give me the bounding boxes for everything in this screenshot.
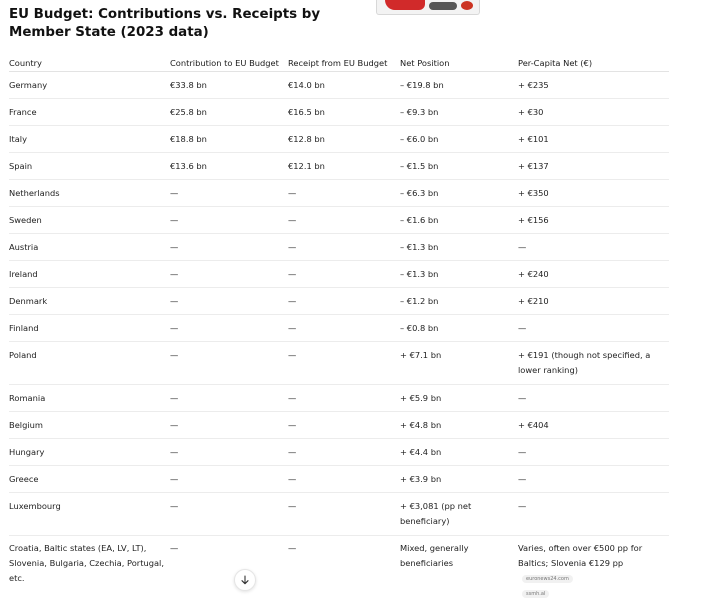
cell-contribution: €18.8 bn [170,126,288,153]
cell-net: – €6.3 bn [400,180,518,207]
cell-per-capita: + €240 [518,261,669,288]
cell-per-capita [518,536,669,601]
cell-per-capita: — [518,234,669,261]
cell-contribution: — [170,234,288,261]
cell-country: France [9,99,170,126]
cell-net: + €5.9 bn [400,385,518,412]
per-capita-text: Varies, often over €500 pp for Baltics; Slovenia €129 pp [518,543,642,568]
table-row [9,342,669,385]
header-contribution: Contribution to EU Budget [170,43,288,72]
source-chip[interactable]: ssmh.al [522,590,549,598]
cell-per-capita: + €156 [518,207,669,234]
cell-contribution: — [170,466,288,493]
header-net-position: Net Position [400,43,518,72]
cell-net: – €9.3 bn [400,99,518,126]
table-row [9,439,669,466]
cell-contribution: — [170,439,288,466]
cell-receipt: — [288,342,400,385]
cell-receipt: €16.5 bn [288,99,400,126]
table-row [9,536,669,601]
arrow-down-icon [240,575,250,585]
cell-per-capita: + €191 (though not specified, a lower ranking) [518,342,669,385]
cell-receipt: — [288,493,400,536]
cell-receipt: — [288,261,400,288]
cell-receipt: — [288,288,400,315]
cell-contribution: — [170,180,288,207]
cell-per-capita: — [518,439,669,466]
budget-table [9,43,669,601]
cell-contribution: — [170,207,288,234]
cell-net: + €7.1 bn [400,342,518,385]
thumbnail-shape [429,2,457,10]
cell-net: + €3,081 (pp net beneficiary) [400,493,518,536]
cell-receipt: — [288,466,400,493]
cell-net: Mixed, generally beneficiaries [400,536,518,601]
cell-net: – €6.0 bn [400,126,518,153]
cell-net: + €4.8 bn [400,412,518,439]
thumbnail-shape [461,1,473,10]
table-row [9,466,669,493]
table-row [9,207,669,234]
cell-net: + €3.9 bn [400,466,518,493]
cell-contribution: €13.6 bn [170,153,288,180]
cell-receipt: €12.1 bn [288,153,400,180]
cell-receipt: — [288,536,400,601]
cell-country: Belgium [9,412,170,439]
table-header-row [9,43,669,72]
cell-net: – €1.3 bn [400,261,518,288]
header-country: Country [9,43,170,72]
cell-net: – €1.6 bn [400,207,518,234]
cell-contribution: — [170,536,288,601]
table-row [9,99,669,126]
table-row [9,385,669,412]
table-row [9,315,669,342]
cell-contribution: — [170,385,288,412]
cell-per-capita: + €235 [518,72,669,99]
table-row [9,72,669,99]
cell-receipt: €12.8 bn [288,126,400,153]
map-thumbnail[interactable] [376,0,480,15]
cell-contribution: €33.8 bn [170,72,288,99]
cell-per-capita: + €30 [518,99,669,126]
table-row [9,180,669,207]
cell-per-capita: + €404 [518,412,669,439]
cell-per-capita: + €350 [518,180,669,207]
cell-receipt: — [288,412,400,439]
cell-net: + €4.4 bn [400,439,518,466]
cell-country: Italy [9,126,170,153]
cell-per-capita: + €101 [518,126,669,153]
cell-contribution: €25.8 bn [170,99,288,126]
table-row [9,153,669,180]
thumbnail-shape [385,0,425,10]
cell-net: – €1.5 bn [400,153,518,180]
cell-country: Finland [9,315,170,342]
cell-contribution: — [170,315,288,342]
cell-net: – €1.2 bn [400,288,518,315]
header-per-capita: Per-Capita Net (€) [518,43,669,72]
cell-country: Sweden [9,207,170,234]
cell-receipt: — [288,234,400,261]
page-title: EU Budget: Contributions vs. Receipts by Member State (2023 data) [9,6,369,42]
table-row [9,234,669,261]
cell-country: Germany [9,72,170,99]
cell-country: Ireland [9,261,170,288]
cell-per-capita: — [518,315,669,342]
table-row [9,493,669,536]
cell-receipt: — [288,315,400,342]
table-row [9,412,669,439]
table-row [9,261,669,288]
cell-net: – €0.8 bn [400,315,518,342]
cell-per-capita: — [518,466,669,493]
cell-receipt: — [288,439,400,466]
cell-net: – €19.8 bn [400,72,518,99]
cell-receipt: — [288,385,400,412]
cell-contribution: — [170,288,288,315]
cell-country: Croatia, Baltic states (EA, LV, LT), Slovenia, Bulgaria, Czechia, Portugal, etc. [9,536,170,601]
scroll-down-button[interactable] [234,569,256,591]
header-receipt: Receipt from EU Budget [288,43,400,72]
cell-country: Spain [9,153,170,180]
table-row [9,288,669,315]
cell-receipt: — [288,180,400,207]
cell-contribution: — [170,261,288,288]
cell-contribution: — [170,342,288,385]
cell-country: Romania [9,385,170,412]
cell-net: – €1.3 bn [400,234,518,261]
cell-receipt: — [288,207,400,234]
cell-contribution: — [170,412,288,439]
cell-country: Austria [9,234,170,261]
cell-country: Poland [9,342,170,385]
cell-country: Hungary [9,439,170,466]
cell-per-capita: — [518,493,669,536]
cell-per-capita: — [518,385,669,412]
cell-per-capita: + €210 [518,288,669,315]
cell-per-capita: + €137 [518,153,669,180]
table-row [9,126,669,153]
source-chip[interactable]: euronews24.com [522,575,573,583]
cell-country: Greece [9,466,170,493]
cell-contribution: — [170,493,288,536]
cell-country: Luxembourg [9,493,170,536]
cell-country: Denmark [9,288,170,315]
cell-country: Netherlands [9,180,170,207]
cell-receipt: €14.0 bn [288,72,400,99]
